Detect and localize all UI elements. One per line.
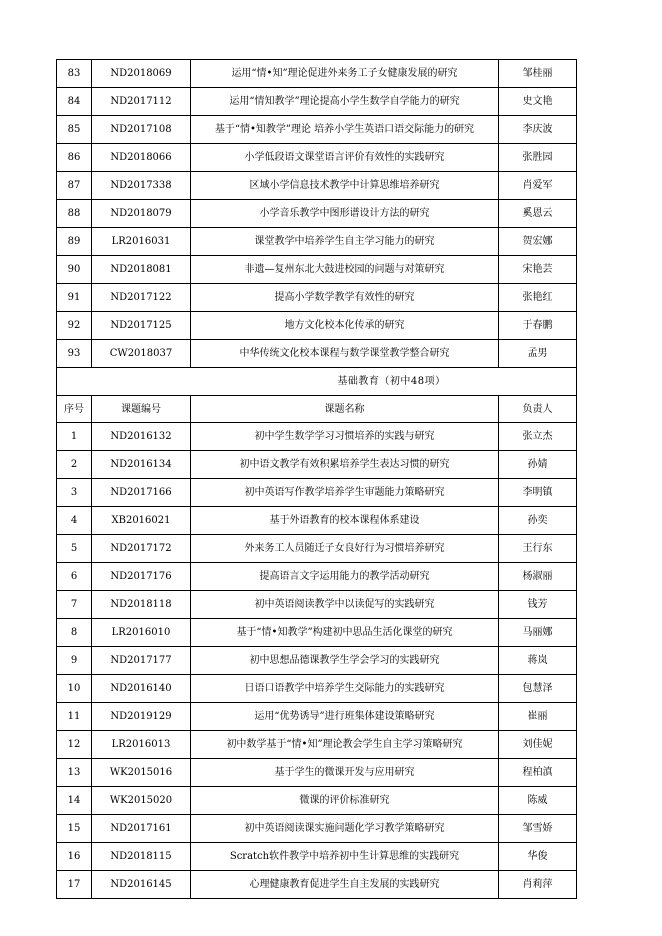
table-row: [57, 507, 577, 535]
project-leader: 崔丽: [499, 703, 577, 731]
project-leader: 邹雪娇: [499, 815, 577, 843]
project-code: XB2016021: [92, 507, 191, 535]
project-leader: 张胜园: [499, 144, 577, 172]
project-leader: 钱芳: [499, 591, 577, 619]
project-leader: 张艳红: [499, 284, 577, 312]
project-title: 区域小学信息技术教学中计算思维培养研究: [191, 172, 499, 200]
table-row: [57, 591, 577, 619]
project-code: LR2016010: [92, 619, 191, 647]
row-number: 7: [57, 591, 92, 619]
table-row: [57, 703, 577, 731]
table-row: [57, 731, 577, 759]
table-row: [57, 256, 577, 284]
project-code: WK2015016: [92, 759, 191, 787]
row-number: 85: [57, 116, 92, 144]
table-row: [57, 144, 577, 172]
project-code: ND2017161: [92, 815, 191, 843]
project-code: ND2017112: [92, 88, 191, 116]
row-number: 8: [57, 619, 92, 647]
project-leader: 宋艳芸: [499, 256, 577, 284]
project-code: ND2018069: [92, 60, 191, 88]
project-title: 微课的评价标准研究: [191, 787, 499, 815]
project-code: ND2017122: [92, 284, 191, 312]
project-leader: 于春鹏: [499, 312, 577, 340]
table-row: [57, 759, 577, 787]
project-leader: 史文艳: [499, 88, 577, 116]
row-number: 13: [57, 759, 92, 787]
project-code: ND2017176: [92, 563, 191, 591]
table-row: [57, 172, 577, 200]
project-title: 课堂教学中培养学生自主学习能力的研究: [191, 228, 499, 256]
row-number: 88: [57, 200, 92, 228]
project-code: ND2017108: [92, 116, 191, 144]
project-leader: 李庆波: [499, 116, 577, 144]
project-code: ND2016134: [92, 451, 191, 479]
project-table: [56, 59, 577, 899]
project-title: 初中思想品德课教学生学会学习的实践研究: [191, 647, 499, 675]
table-row: [57, 675, 577, 703]
project-title: 运用“优势诱导”进行班集体建设策略研究: [191, 703, 499, 731]
header-title: 课题名称: [191, 396, 499, 423]
project-title: 日语口语教学中培养学生交际能力的实践研究: [191, 675, 499, 703]
table-row: [57, 340, 577, 368]
row-number: 84: [57, 88, 92, 116]
project-title: 提高语言文字运用能力的教学活动研究: [191, 563, 499, 591]
project-leader: 刘佳妮: [499, 731, 577, 759]
table-row: [57, 312, 577, 340]
row-number: 11: [57, 703, 92, 731]
project-title: 基于“情•知教学”理论 培养小学生英语口语交际能力的研究: [191, 116, 499, 144]
project-title: 基于“情•知教学”构建初中思品生活化课堂的研究: [191, 619, 499, 647]
project-leader: 李明镇: [499, 479, 577, 507]
project-leader: 王行东: [499, 535, 577, 563]
row-number: 5: [57, 535, 92, 563]
project-code: ND2016145: [92, 871, 191, 899]
project-title: 非遗—复州东北大鼓进校园的问题与对策研究: [191, 256, 499, 284]
project-leader: 张立杰: [499, 423, 577, 451]
header-leader: 负责人: [499, 396, 577, 423]
row-number: 86: [57, 144, 92, 172]
project-code: ND2018066: [92, 144, 191, 172]
row-number: 6: [57, 563, 92, 591]
row-number: 15: [57, 815, 92, 843]
project-code: ND2018118: [92, 591, 191, 619]
table-row: [57, 787, 577, 815]
table-row: [57, 284, 577, 312]
table-row: [57, 871, 577, 899]
row-number: 87: [57, 172, 92, 200]
table-row: [57, 815, 577, 843]
row-number: 2: [57, 451, 92, 479]
project-code: ND2018115: [92, 843, 191, 871]
table-row: [57, 563, 577, 591]
project-title: 地方文化校本化传承的研究: [191, 312, 499, 340]
project-leader: 马丽娜: [499, 619, 577, 647]
project-code: ND2017172: [92, 535, 191, 563]
project-title: 小学音乐教学中图形谱设计方法的研究: [191, 200, 499, 228]
project-title: 心理健康教育促进学生自主发展的实践研究: [191, 871, 499, 899]
project-leader: 肖莉萍: [499, 871, 577, 899]
project-title: 初中英语写作教学培养学生审题能力策略研究: [191, 479, 499, 507]
row-number: 90: [57, 256, 92, 284]
lower-rows: [57, 423, 577, 899]
row-number: 9: [57, 647, 92, 675]
project-leader: 肖爱军: [499, 172, 577, 200]
project-title: 初中语文教学有效积累培养学生表达习惯的研究: [191, 451, 499, 479]
row-number: 93: [57, 340, 92, 368]
table-row: [57, 451, 577, 479]
project-code: ND2018081: [92, 256, 191, 284]
project-leader: 奚恩云: [499, 200, 577, 228]
project-title: Scratch软件教学中培养初中生计算思维的实践研究: [191, 843, 499, 871]
project-code: LR2016013: [92, 731, 191, 759]
row-number: 1: [57, 423, 92, 451]
project-code: WK2015020: [92, 787, 191, 815]
row-number: 3: [57, 479, 92, 507]
project-leader: 孙婧: [499, 451, 577, 479]
project-title: 小学低段语文课堂语言评价有效性的实践研究: [191, 144, 499, 172]
table-row: [57, 200, 577, 228]
project-leader: 陈威: [499, 787, 577, 815]
row-number: 17: [57, 871, 92, 899]
table-row: [57, 619, 577, 647]
project-code: CW2018037: [92, 340, 191, 368]
project-title: 中华传统文化校本课程与数学课堂教学整合研究: [191, 340, 499, 368]
row-number: 83: [57, 60, 92, 88]
row-number: 12: [57, 731, 92, 759]
project-leader: 程柏滇: [499, 759, 577, 787]
project-title: 运用“情•知”理论促进外来务工子女健康发展的研究: [191, 60, 499, 88]
project-code: ND2018079: [92, 200, 191, 228]
table-row: [57, 423, 577, 451]
project-code: ND2016132: [92, 423, 191, 451]
project-title: 基于外语教育的校本课程体系建设: [191, 507, 499, 535]
row-number: 10: [57, 675, 92, 703]
table-row: [57, 60, 577, 88]
project-code: ND2017125: [92, 312, 191, 340]
project-title: 运用“情知教学”理论提高小学生数学自学能力的研究: [191, 88, 499, 116]
table-row: [57, 535, 577, 563]
table-row: [57, 647, 577, 675]
project-leader: 华俊: [499, 843, 577, 871]
header-row: [57, 396, 577, 423]
row-number: 89: [57, 228, 92, 256]
project-leader: 孙奕: [499, 507, 577, 535]
project-code: ND2016140: [92, 675, 191, 703]
row-number: 16: [57, 843, 92, 871]
project-code: ND2017177: [92, 647, 191, 675]
table-row: [57, 88, 577, 116]
project-title: 提高小学数学教学有效性的研究: [191, 284, 499, 312]
upper-rows: [57, 60, 577, 368]
project-title: 外来务工人员随迁子女良好行为习惯培养研究: [191, 535, 499, 563]
table-row: [57, 228, 577, 256]
table-row: [57, 116, 577, 144]
project-title: 初中英语阅读教学中以读促写的实践研究: [191, 591, 499, 619]
project-title: 初中数学基于“情•知”理论教会学生自主学习策略研究: [191, 731, 499, 759]
project-leader: 杨淑丽: [499, 563, 577, 591]
project-leader: 邹桂丽: [499, 60, 577, 88]
project-leader: 包慧泽: [499, 675, 577, 703]
project-code: ND2017338: [92, 172, 191, 200]
row-number: 14: [57, 787, 92, 815]
project-code: LR2016031: [92, 228, 191, 256]
project-leader: 蒋岚: [499, 647, 577, 675]
project-leader: 贺宏娜: [499, 228, 577, 256]
project-title: 初中学生数学学习习惯培养的实践与研究: [191, 423, 499, 451]
header-no: 序号: [57, 396, 92, 423]
project-code: ND2017166: [92, 479, 191, 507]
project-code: ND2019129: [92, 703, 191, 731]
header-code: 课题编号: [92, 396, 191, 423]
table-row: [57, 479, 577, 507]
row-number: 92: [57, 312, 92, 340]
row-number: 4: [57, 507, 92, 535]
project-title: 基于学生的微课开发与应用研究: [191, 759, 499, 787]
row-number: 91: [57, 284, 92, 312]
project-leader: 孟男: [499, 340, 577, 368]
table-row: [57, 843, 577, 871]
section-title: 基础教育（初中48项）: [57, 368, 577, 396]
section-block: [57, 368, 577, 423]
project-title: 初中英语阅读课实施问题化学习教学策略研究: [191, 815, 499, 843]
